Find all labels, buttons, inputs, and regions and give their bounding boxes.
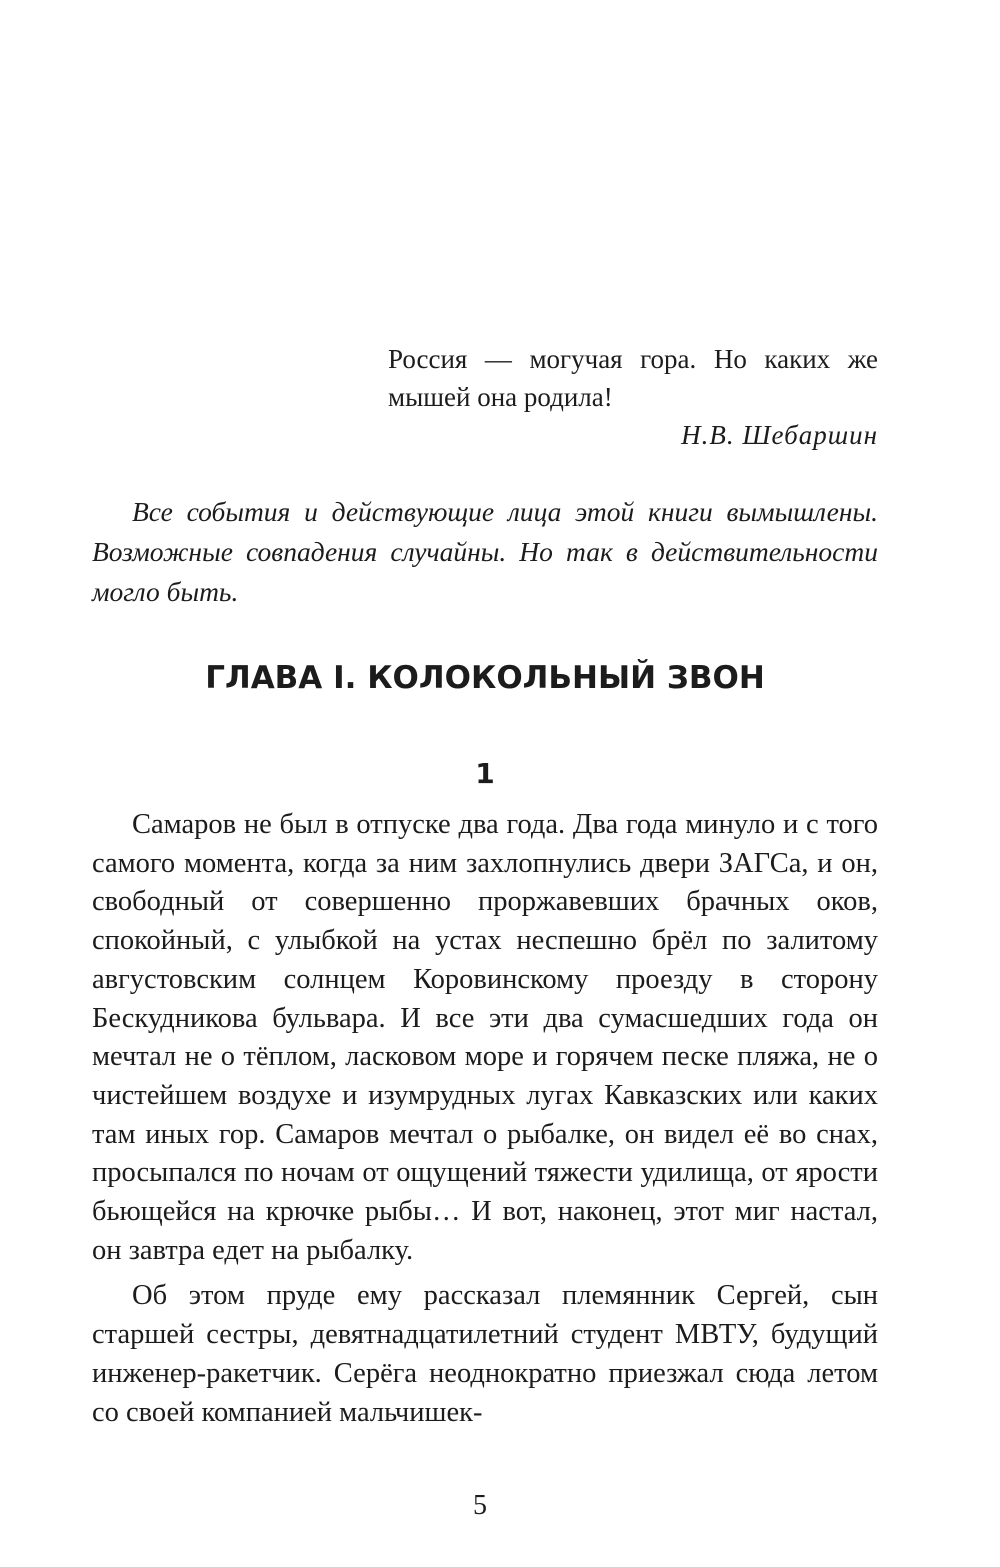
page-number: 5 <box>473 1490 487 1521</box>
epigraph-text: Россия — могучая гора. Но каких же мышей она родила! <box>388 344 878 412</box>
epigraph <box>388 340 878 454</box>
disclaimer: Все события и действующие лица этой книги вымышлены. Возможные совпадения случайны. Но так в действительности могло быть. <box>92 496 878 607</box>
section-number: 1 <box>475 757 495 790</box>
paragraph: Самаров не был в отпуске два года. Два года минуло и с того самого момента, когда за ним захлопнулись двери ЗАГСа, и он, свободный от совершенно проржавевших брачных оков, спокойный, с улыбкой на устах неспешно брёл по залитому августовским солнцем Коровинскому проезду в сторону Бескудникова бульвара. И все эти два сумасшедших года он мечтал не о тёплом, ласковом море и горячем песке пляжа, не о чистейшем воздухе и изумрудных лугах Кавказских или каких там иных гор. Самаров мечтал о рыбалке, он видел её во снах, просыпался по ночам от ощущений тяжести удилища, от ярости бьющейся на крючке рыбы… И вот, наконец, этот миг настал, он завтра едет на рыбалку. <box>92 809 878 1266</box>
chapter-title: ГЛАВА I. КОЛОКОЛЬНЫЙ ЗВОН <box>205 660 765 696</box>
chapter-body <box>92 806 878 1439</box>
epigraph-author: Н.В. Шебаршин <box>681 420 878 450</box>
paragraph: Об этом пруде ему рассказал племянник Сергей, сын старшей сестры, девятнадцатилетний студент МВТУ, будущий инженер-ракетчик. Серёга неоднократно приезжал сюда летом со своей компанией мальчишек- <box>92 1280 878 1428</box>
